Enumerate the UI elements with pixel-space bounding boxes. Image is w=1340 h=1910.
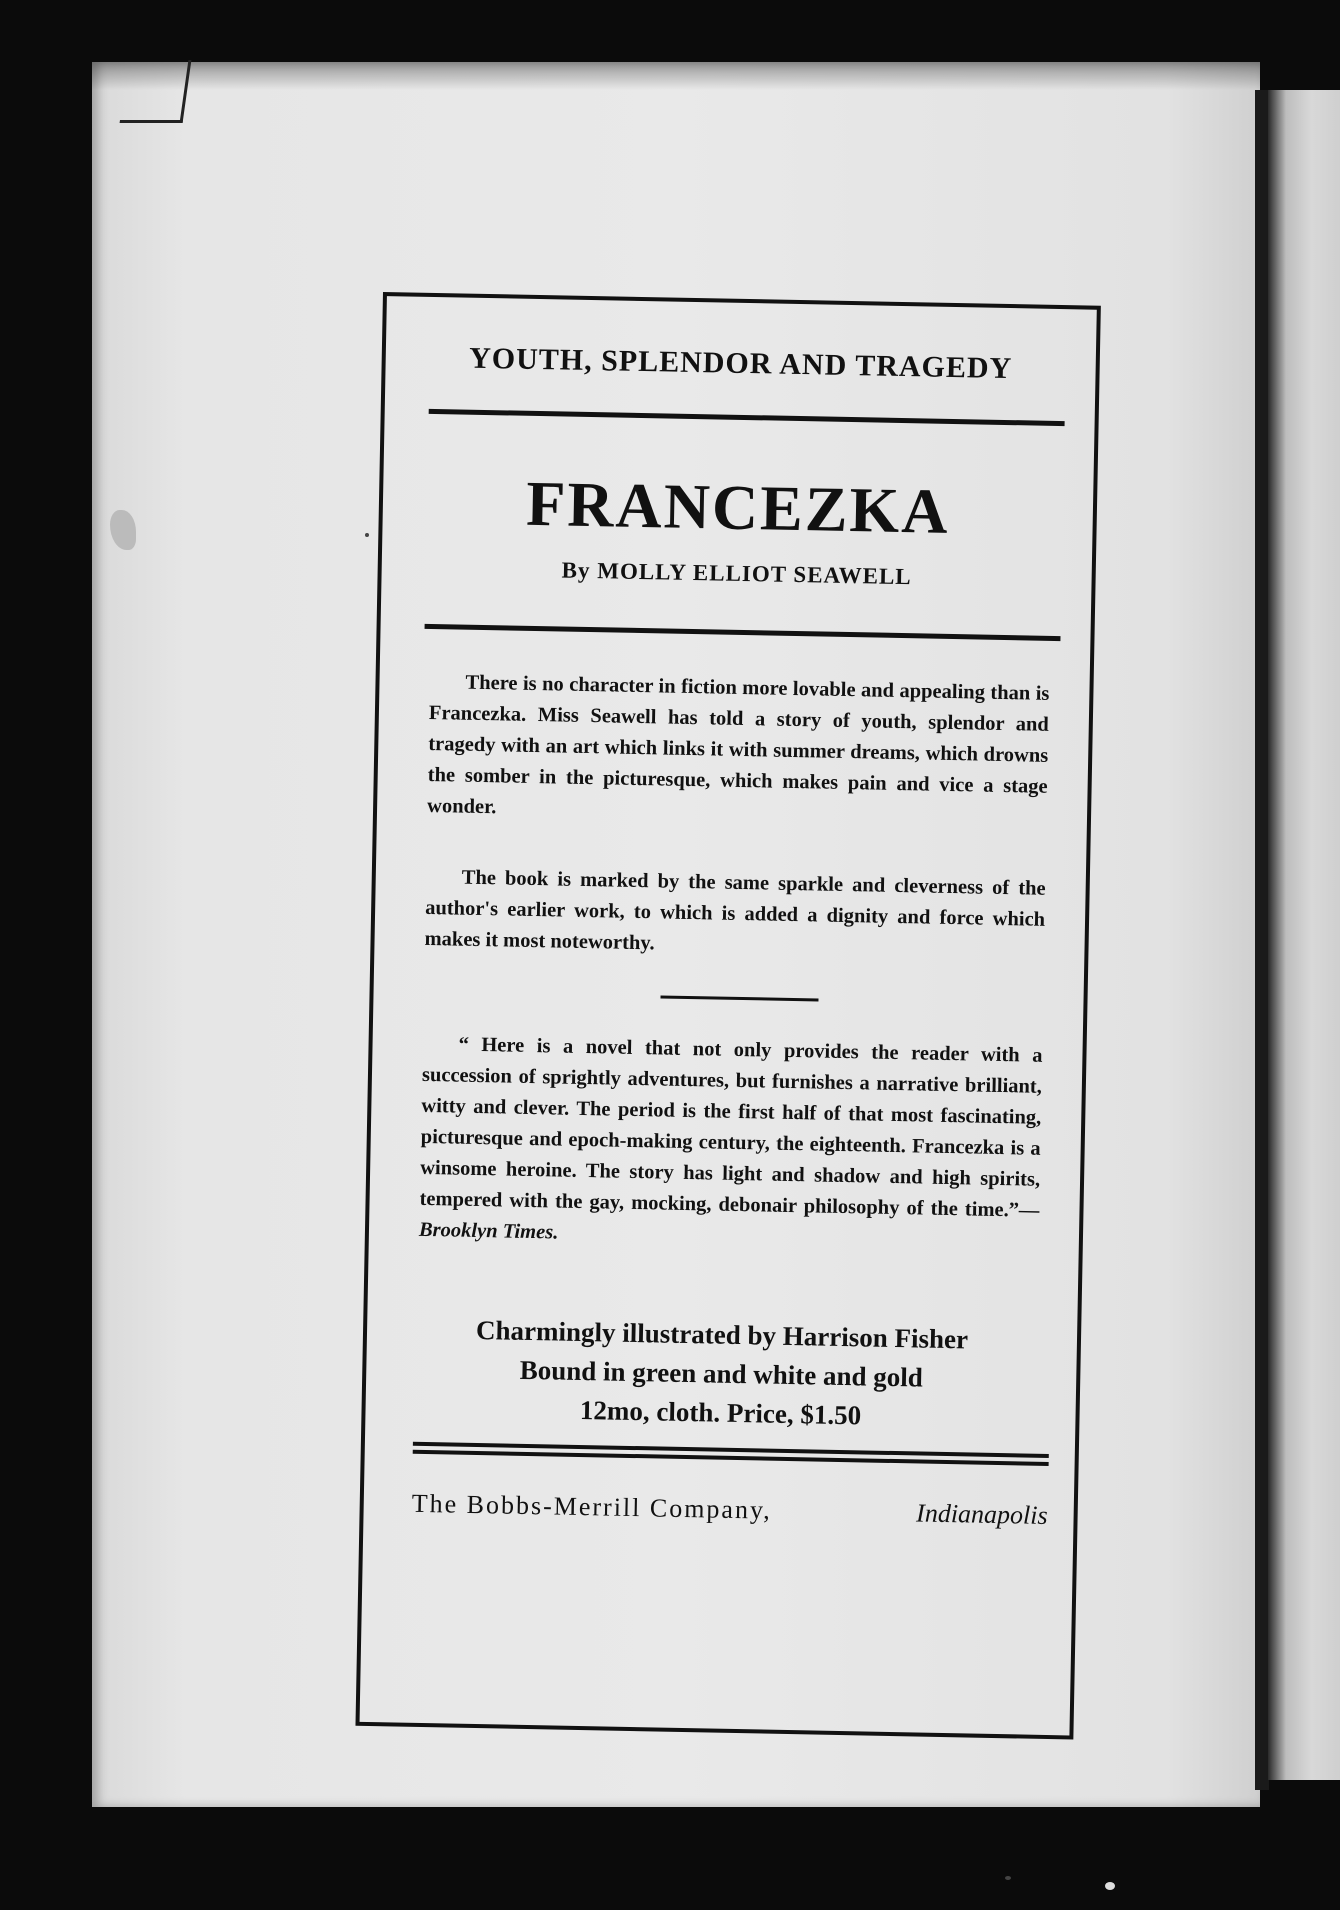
facing-page-edge bbox=[1268, 90, 1340, 1780]
review-quote bbox=[419, 1029, 1043, 1258]
header-rule bbox=[429, 409, 1065, 426]
book-advertisement bbox=[355, 292, 1100, 1740]
author-byline: By MOLLY ELLIOT SEAWELL bbox=[561, 557, 912, 590]
scan-speck bbox=[1105, 1882, 1115, 1890]
ad-header: YOUTH, SPLENDOR AND TRAGEDY bbox=[468, 341, 1013, 386]
book-title: FRANCEZKA bbox=[525, 467, 951, 547]
corner-mark bbox=[120, 60, 192, 123]
title-rule bbox=[425, 624, 1061, 641]
binding-edge bbox=[1255, 90, 1269, 1790]
publisher-name: The Bobbs-Merrill Company, bbox=[411, 1488, 773, 1525]
scan-speck bbox=[1005, 1876, 1011, 1880]
scan-speck bbox=[365, 533, 369, 537]
description-paragraph-2: The book is marked by the same sparkle and cleverness of the author's earlier work, to which is added a dignity and force which makes it most noteworthy. bbox=[424, 866, 1046, 955]
page-top-shadow bbox=[92, 62, 1260, 90]
quote-attribution: —Brooklyn Times. bbox=[418, 1199, 1040, 1244]
section-divider bbox=[660, 995, 818, 1001]
publisher-city: Indianapolis bbox=[915, 1498, 1048, 1530]
illustrator-line: Charmingly illustrated by Harrison Fisher bbox=[475, 1314, 969, 1355]
binding-line: Bound in green and white and gold bbox=[519, 1354, 924, 1393]
book-details bbox=[365, 1309, 1077, 1440]
quote-text: “ Here is a novel that not only provides the reader with a succession of sprightly adventures, but furnishes a narrative brilliant, witty and clever. The period is the first half of that most fascinating, picturesque and epoch-making century, the eighteenth. Francezka is a winsome heroine. The story has light and shadow and high spirits, tempered with the gay, mocking, debonair philosophy of the time.” bbox=[419, 1033, 1043, 1222]
description-paragraph-1: There is no character in fiction more lovable and appealing than is Francezka. Miss Seawell has told a story of youth, splendor and tragedy with an art which links it with summer dreams, which drowns the somber in the picturesque, which makes pain and vice a stage wonder. bbox=[426, 671, 1050, 819]
price-line: 12mo, cloth. Price, $1.50 bbox=[579, 1394, 862, 1431]
publisher-line bbox=[411, 1489, 1047, 1531]
